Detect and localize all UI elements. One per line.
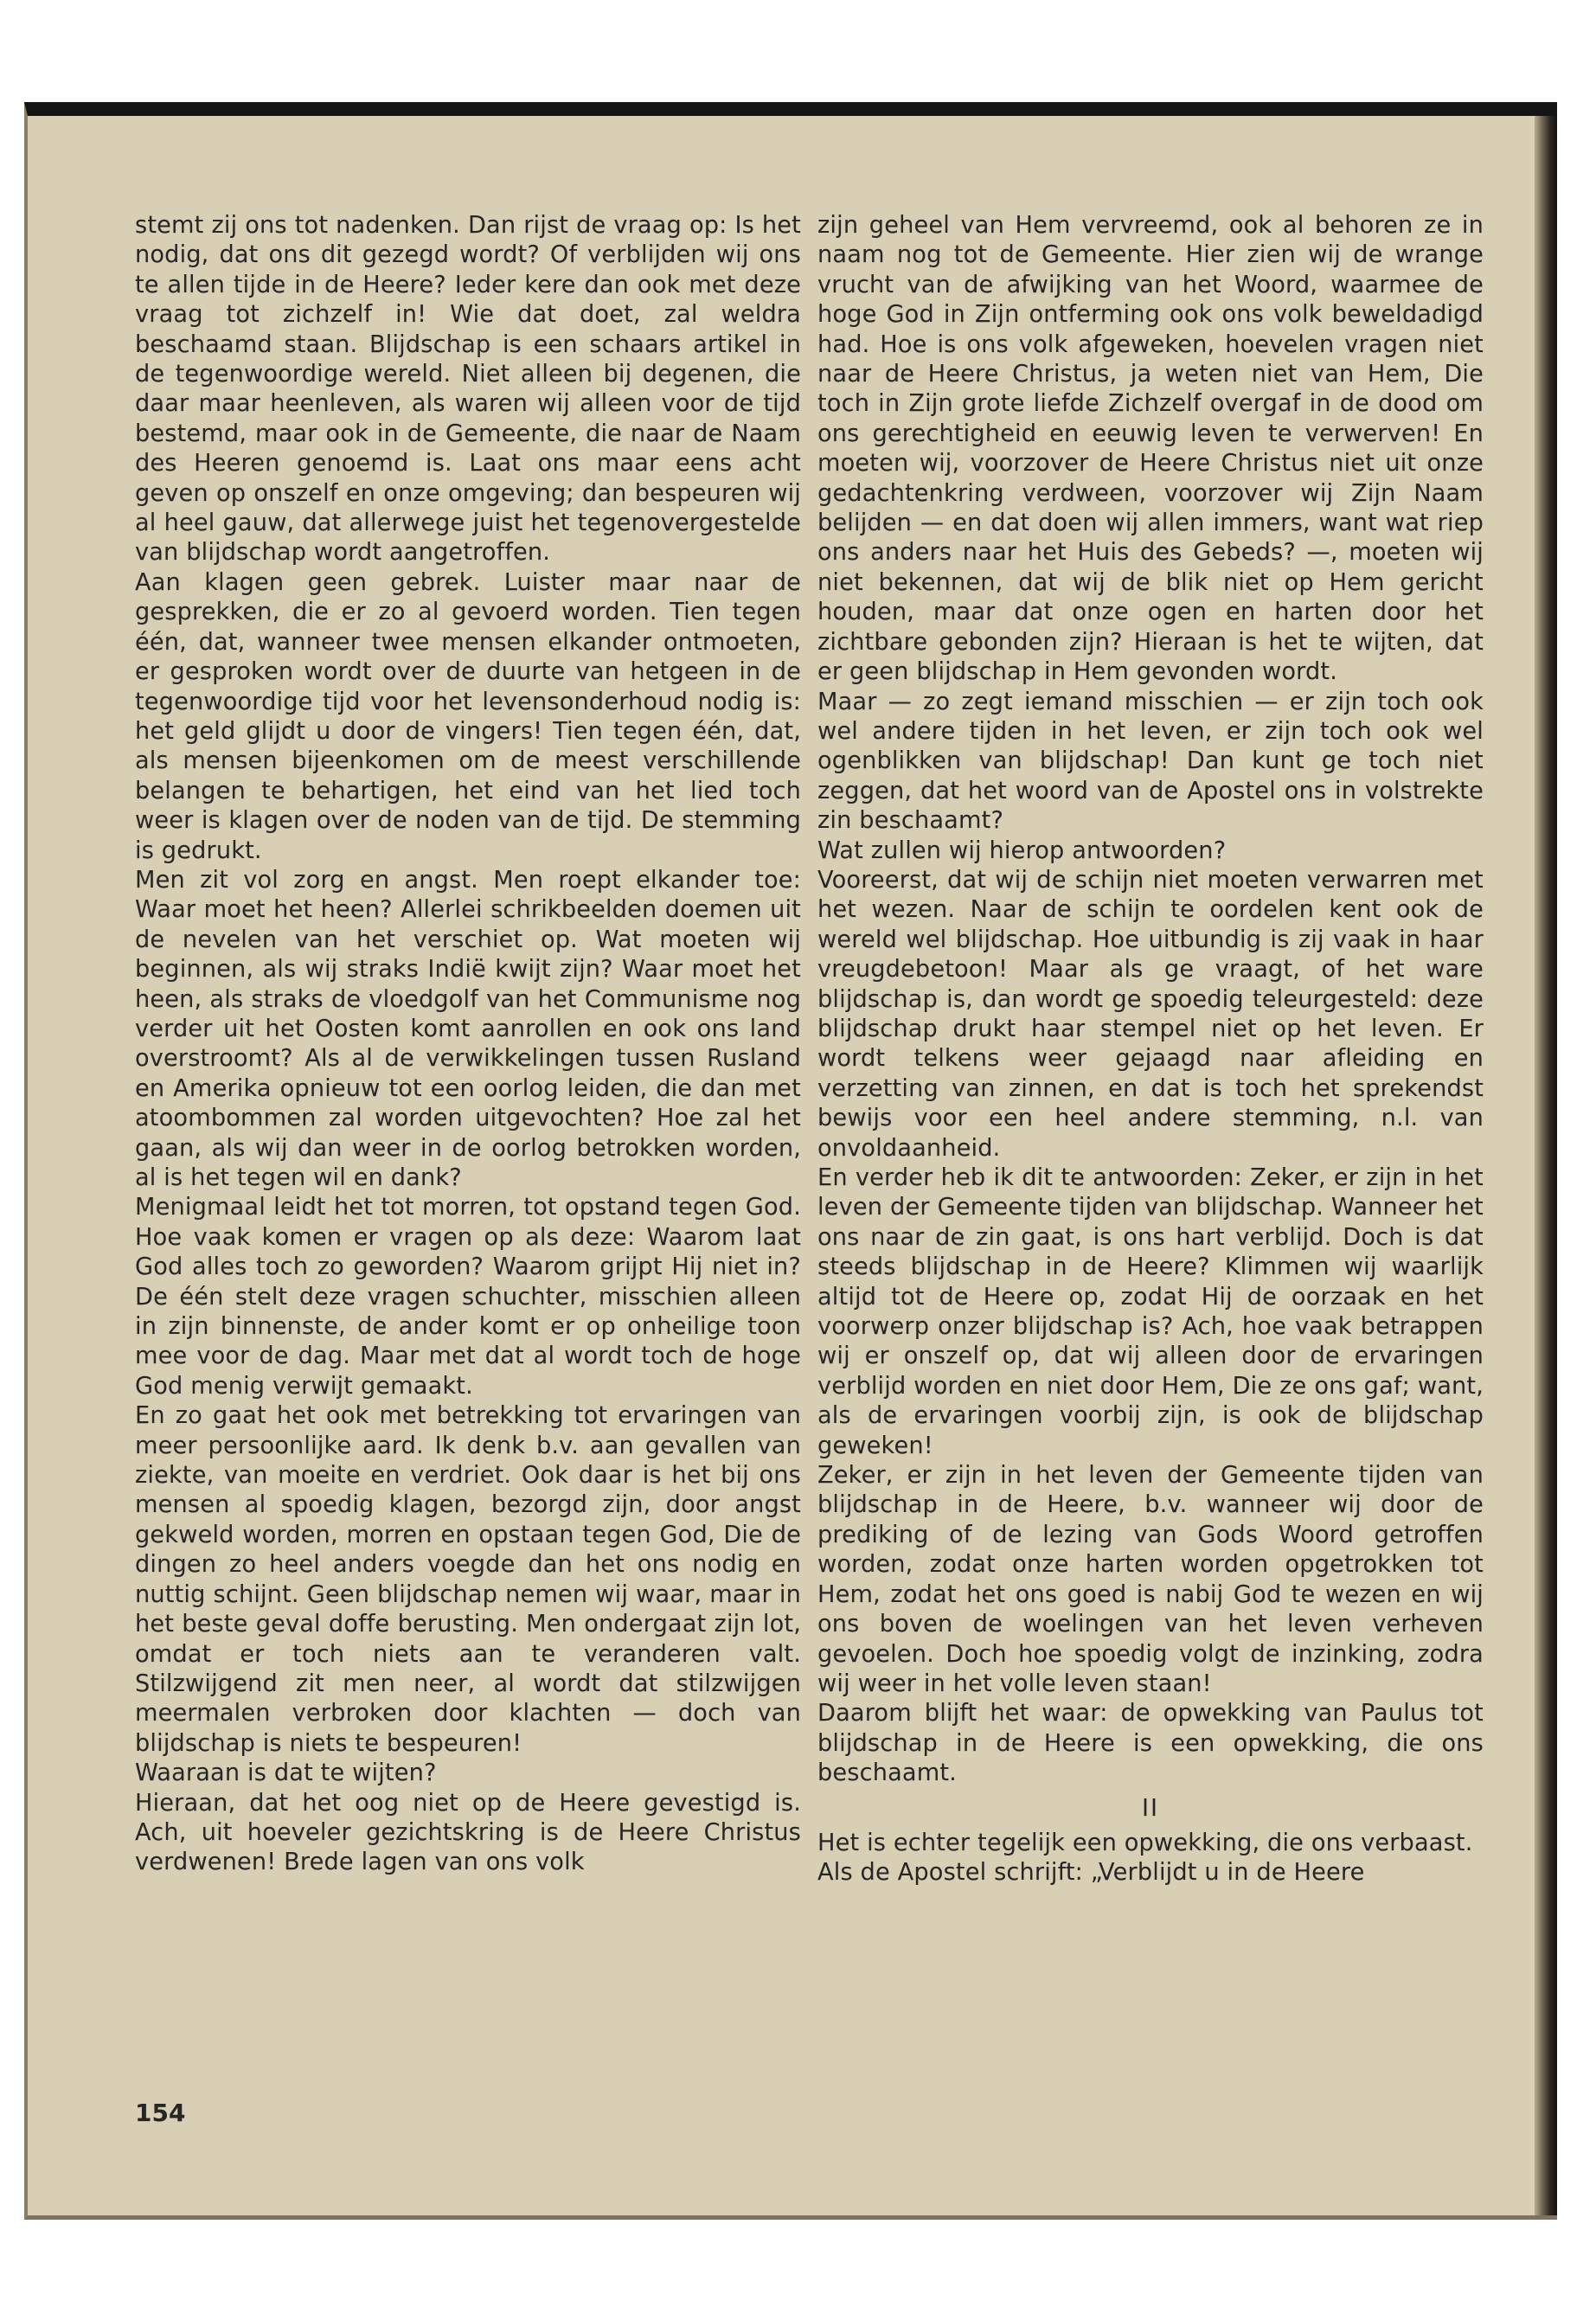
paragraph: Maar — zo zegt iemand misschien — er zijn toch ook wel andere tijden in het leven, er zijn toch ook wel ogenblikken van blijdschap! Dan kunt ge toch niet zeggen, dat het woord van de Apostel ons in volstrekte zin beschaamt? xyxy=(817,688,1484,835)
book-spine-shadow xyxy=(1535,116,1557,2215)
page-number: 154 xyxy=(135,2099,186,2127)
paragraph: Vooreerst, dat wij de schijn niet moeten verwarren met het wezen. Naar de schijn te oordelen kent ook de wereld wel blijdschap. Hoe uitbundig is zij vaak in haar vreugdebetoon! Maar als ge vraagt, of het ware blijdschap is, dan wordt ge spoedig teleurgesteld: deze blijdschap drukt haar stempel niet op het leven. Er wordt telkens weer gejaagd naar afleiding en verzetting van zinnen, en dat is toch het sprekendst bewijs voor een heel andere stemming, n.l. van onvoldaanheid. xyxy=(817,866,1484,1162)
paragraph: stemt zij ons tot nadenken. Dan rijst de vraag op: Is het nodig, dat ons dit gezegd wordt? Of verblijden wij ons te allen tijde in de Heere? Ieder kere dan ook met deze vraag tot zichzelf in! Wie dat doet, zal weldra beschaamd staan. Blijdschap is een schaars artikel in de tegenwoordige wereld. Niet alleen bij degenen, die daar maar heenleven, als waren wij alleen voor de tijd bestemd, maar ook in de Gemeente, die naar de Naam des Heeren genoemd is. Laat ons maar eens acht geven op onszelf en onze omgeving; dan bespeuren wij al heel gauw, dat allerwege juist het tegenovergestelde van blijdschap wordt aangetroffen. xyxy=(135,212,801,567)
paragraph: Menigmaal leidt het tot morren, tot opstand tegen God. Hoe vaak komen er vragen op als deze: Waarom laat God alles toch zo geworden? Waarom grijpt Hij niet in? De één stelt deze vragen schuchter, misschien alleen in zijn binnenste, de ander komt er op onheilige toon mee voor de dag. Maar met dat al wordt toch de hoge God menig verwijt gemaakt. xyxy=(135,1194,801,1400)
right-column xyxy=(817,211,1484,1888)
paragraph: Hieraan, dat het oog niet op de Heere gevestigd is. Ach, uit hoeveler gezichtskring is de Heere Christus verdwenen! Brede lagen van ons volk xyxy=(135,1789,801,1876)
section-number: II xyxy=(1141,1794,1160,1822)
paragraph: Daarom blijft het waar: de opwekking van Paulus tot blijdschap in de Heere is een opwekking, die ons beschaamt. xyxy=(817,1700,1484,1787)
book-page xyxy=(24,102,1557,2220)
left-column xyxy=(135,211,801,1878)
paragraph: Zeker, er zijn in het leven der Gemeente tijden van blijdschap in de Heere, b.v. wanneer wij door de prediking of de lezing van Gods Woord getroffen worden, zodat onze harten worden opgetrokken tot Hem, zodat het ons goed is nabij God te wezen en wij ons boven de woelingen van het leven verheven gevoelen. Doch hoe spoedig volgt de inzinking, zodra wij weer in het volle leven staan! xyxy=(817,1462,1484,1697)
paragraph: Wat zullen wij hierop antwoorden? xyxy=(817,836,1227,864)
paragraph: Het is echter tegelijk een opwekking, die ons verbaast. xyxy=(817,1829,1473,1856)
paragraph: Aan klagen geen gebrek. Luister maar naar de gesprekken, die er zo al gevoerd worden. Tien tegen één, dat, wanneer twee mensen elkander ontmoeten, er gesproken wordt over de duurte van hetgeen in de tegenwoordige tijd voor het levensonderhoud nodig is: het geld glijdt u door de vingers! Tien tegen één, dat, als mensen bijeenkomen om de meest verschillende belangen te behartigen, het eind van het lied toch weer is klagen over de noden van de tijd. De stemming is gedrukt. xyxy=(135,568,801,864)
paragraph: Als de Apostel schrijft: „Verblijdt u in de Heere xyxy=(817,1859,1365,1887)
paragraph: zijn geheel van Hem vervreemd, ook al behoren ze in naam nog tot de Gemeente. Hier zien wij de wrange vrucht van de afwijking van het Woord, waarmee de hoge God in Zijn ontferming ook ons volk beweldadigd had. Hoe is ons volk afgeweken, hoevelen vragen niet naar de Heere Christus, ja weten niet van Hem, Die toch in Zijn grote liefde Zichzelf overgaf in de dood om ons gerechtigheid en eeuwig leven te verwerven! En moeten wij, voorzover de Heere Christus niet uit onze gedachtenkring verdween, voorzover wij Zijn Naam belijden — en dat doen wij allen immers, want wat riep ons anders naar het Huis des Gebeds? —, moeten wij niet bekennen, dat wij de blik niet op Hem gericht houden, maar dat onze ogen en harten door het zichtbare gebonden zijn? Hieraan is het te wijten, dat er geen blijdschap in Hem gevonden wordt. xyxy=(817,212,1484,686)
paragraph: En zo gaat het ook met betrekking tot ervaringen van meer persoonlijke aard. Ik denk b.v. aan gevallen van ziekte, van moeite en verdriet. Ook daar is het bij ons mensen al spoedig klagen, bezorgd zijn, door angst gekweld worden, morren en opstaan tegen God, Die de dingen zo heel anders voegde dan het ons nodig en nuttig schijnt. Geen blijdschap nemen wij waar, maar in het beste geval doffe berusting. Men ondergaat zijn lot, omdat er toch niets aan te veranderen valt. Stilzwijgend zit men neer, al wordt dat stilzwijgen meermalen verbroken door klachten — doch van blijdschap is niets te bespeuren! xyxy=(135,1402,801,1757)
paragraph: Men zit vol zorg en angst. Men roept elkander toe: Waar moet het heen? Allerlei schrikbeelden doemen uit de nevelen van het verschiet op. Wat moeten wij beginnen, als wij straks Indië kwijt zijn? Waar moet het heen, als straks de vloedgolf van het Communisme nog verder uit het Oosten komt aanrollen en ook ons land overstroomt? Als al de verwikkelingen tussen Rusland en Amerika opnieuw tot een oorlog leiden, die dan met atoombommen zal worden uitgevochten? Hoe zal het gaan, als wij dan weer in de oorlog betrokken worden, al is het tegen wil en dank? xyxy=(135,866,801,1191)
paragraph: Waaraan is dat te wijten? xyxy=(135,1759,437,1787)
paragraph: En verder heb ik dit te antwoorden: Zeker, er zijn in het leven der Gemeente tijden van blijdschap. Wanneer het ons naar de zin gaat, is ons hart verblijd. Doch is dat steeds blijdschap in de Heere? Klimmen wij waarlijk altijd tot de Heere op, zodat Hij de oorzaak en het voorwerp onzer blijdschap is? Ach, hoe vaak betrappen wij er onszelf op, dat wij alleen door de ervaringen verblijd worden en niet door Hem, Die ze ons gaf; want, als de ervaringen voorbij zijn, is ook de blijdschap geweken! xyxy=(817,1164,1484,1459)
